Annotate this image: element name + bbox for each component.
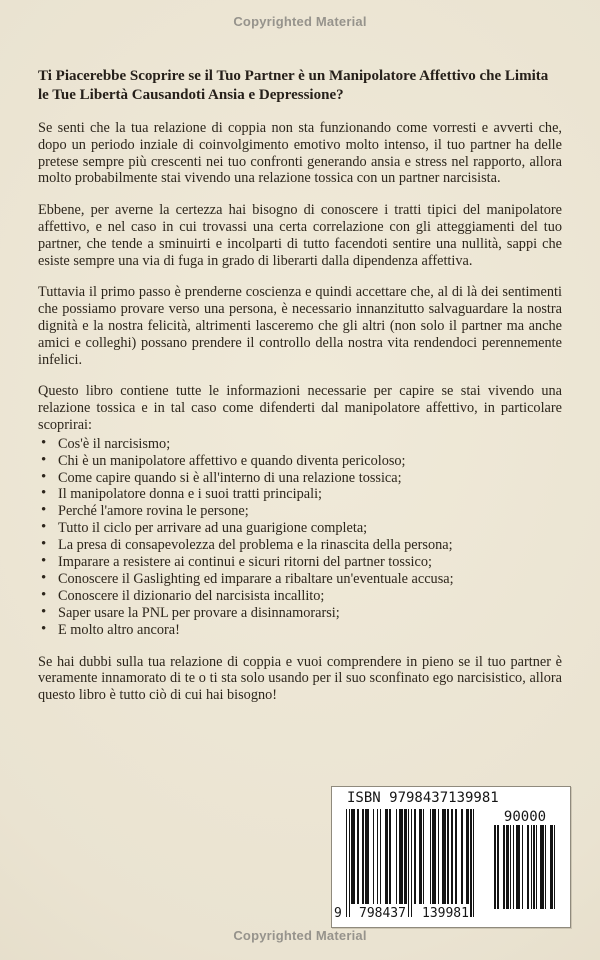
supplement-barcode — [493, 809, 557, 911]
bullet-item: • Conoscere il Gaslighting ed imparare a ribaltare un'eventuale accusa; — [38, 571, 562, 588]
bullet-item: • Chi è un manipolatore affettivo e quando diventa pericoloso; — [38, 453, 562, 470]
back-cover-text — [38, 67, 562, 704]
bullet-list — [38, 436, 562, 639]
bullet-item: • Cos'è il narcisismo; — [38, 436, 562, 453]
isbn-number: ISBN 9798437139981 — [347, 790, 499, 806]
list-intro: Questo libro contiene tutte le informazioni necessarie per capire se stai vivendo una relazione tossica e in tal caso come difenderti dal manipolatore affettivo, in particolare scoprirai: — [38, 383, 562, 433]
paragraph: Se senti che la tua relazione di coppia non sta funzionando come vorresti e avverti che, dopo un periodo inziale di coinvolgimento emotivo molto intenso, il tuo partner ha delle pretese sempre più crescenti nei tuo confronti generando ansia e stress nel rapporto, allora molto probabilmente stai vivendo una relazione tossica con un partner narcisista. — [38, 120, 562, 187]
ean-first-digit: 9 — [334, 906, 342, 921]
closing-paragraph: Se hai dubbi sulla tua relazione di coppia e vuoi comprendere in pieno se il tuo partner è veramente innamorato di te o ti sta solo usando per il suo sconfinato ego narcisistico, allora questo libro è tutto ciò di cui hai bisogno! — [38, 653, 562, 704]
copyright-notice-top: Copyrighted Material — [233, 14, 367, 29]
ean13-digits — [334, 906, 478, 921]
supplement-bars — [493, 825, 557, 909]
bullet-item: • Perché l'amore rovina le persone; — [38, 503, 562, 520]
bullet-item: • Saper usare la PNL per provare a disinnamorarsi; — [38, 605, 562, 622]
ean-right-group: 139981 — [422, 906, 469, 921]
paragraph: Tuttavia il primo passo è prenderne coscienza e quindi accettare che, al di là dei sentimenti che possiamo provare verso una persona, è necessario innanzitutto salvaguardare la nostra dignità e la nostra felicità, altrimenti lasceremo che gli altri (non solo il partner ma anche amici e colleghi) possano prendere il controllo della nostra vita rendendoci perennemente infelici. — [38, 284, 562, 368]
headline: Ti Piacerebbe Scoprire se il Tuo Partner è un Manipolatore Affettivo che Limita le Tue Libertà Causandoti Ansia e Depressione? — [38, 68, 549, 103]
ean-left-group: 798437 — [359, 906, 406, 921]
paragraph: Ebbene, per averne la certezza hai bisogno di conoscere i tratti tipici del manipolatore affettivo, e nel caso in cui trovassi una certa correlazione con gli atteggiamenti del tuo partner, che tende a sminuirti e incolparti di tutto facendoti sentire una nullità, sappi che esiste sempre una via di fuga in grado di liberarti dalla dipendenza affettiva. — [38, 202, 562, 269]
bullet-item: • Il manipolatore donna e i suoi tratti principali; — [38, 486, 562, 503]
supplement-code: 90000 — [503, 809, 547, 825]
bullet-item: • La presa di consapevolezza del problema e la rinascita della persona; — [38, 537, 562, 554]
bullet-item: • E molto altro ancora! — [38, 622, 562, 639]
ean13-bars — [346, 809, 478, 921]
intro-paragraphs — [38, 120, 562, 368]
bullet-item: • Conoscere il dizionario del narcisista incallito; — [38, 588, 562, 605]
bullet-item: • Tutto il ciclo per arrivare ad una guarigione completa; — [38, 520, 562, 537]
isbn-barcode-panel — [331, 786, 571, 928]
bullet-item: • Imparare a resistere ai continui e sicuri ritorni del partner tossico; — [38, 554, 562, 571]
ean13-barcode — [334, 809, 478, 921]
copyright-notice-bottom: Copyrighted Material — [233, 928, 367, 943]
bullet-item: • Come capire quando si è all'interno di una relazione tossica; — [38, 470, 562, 487]
